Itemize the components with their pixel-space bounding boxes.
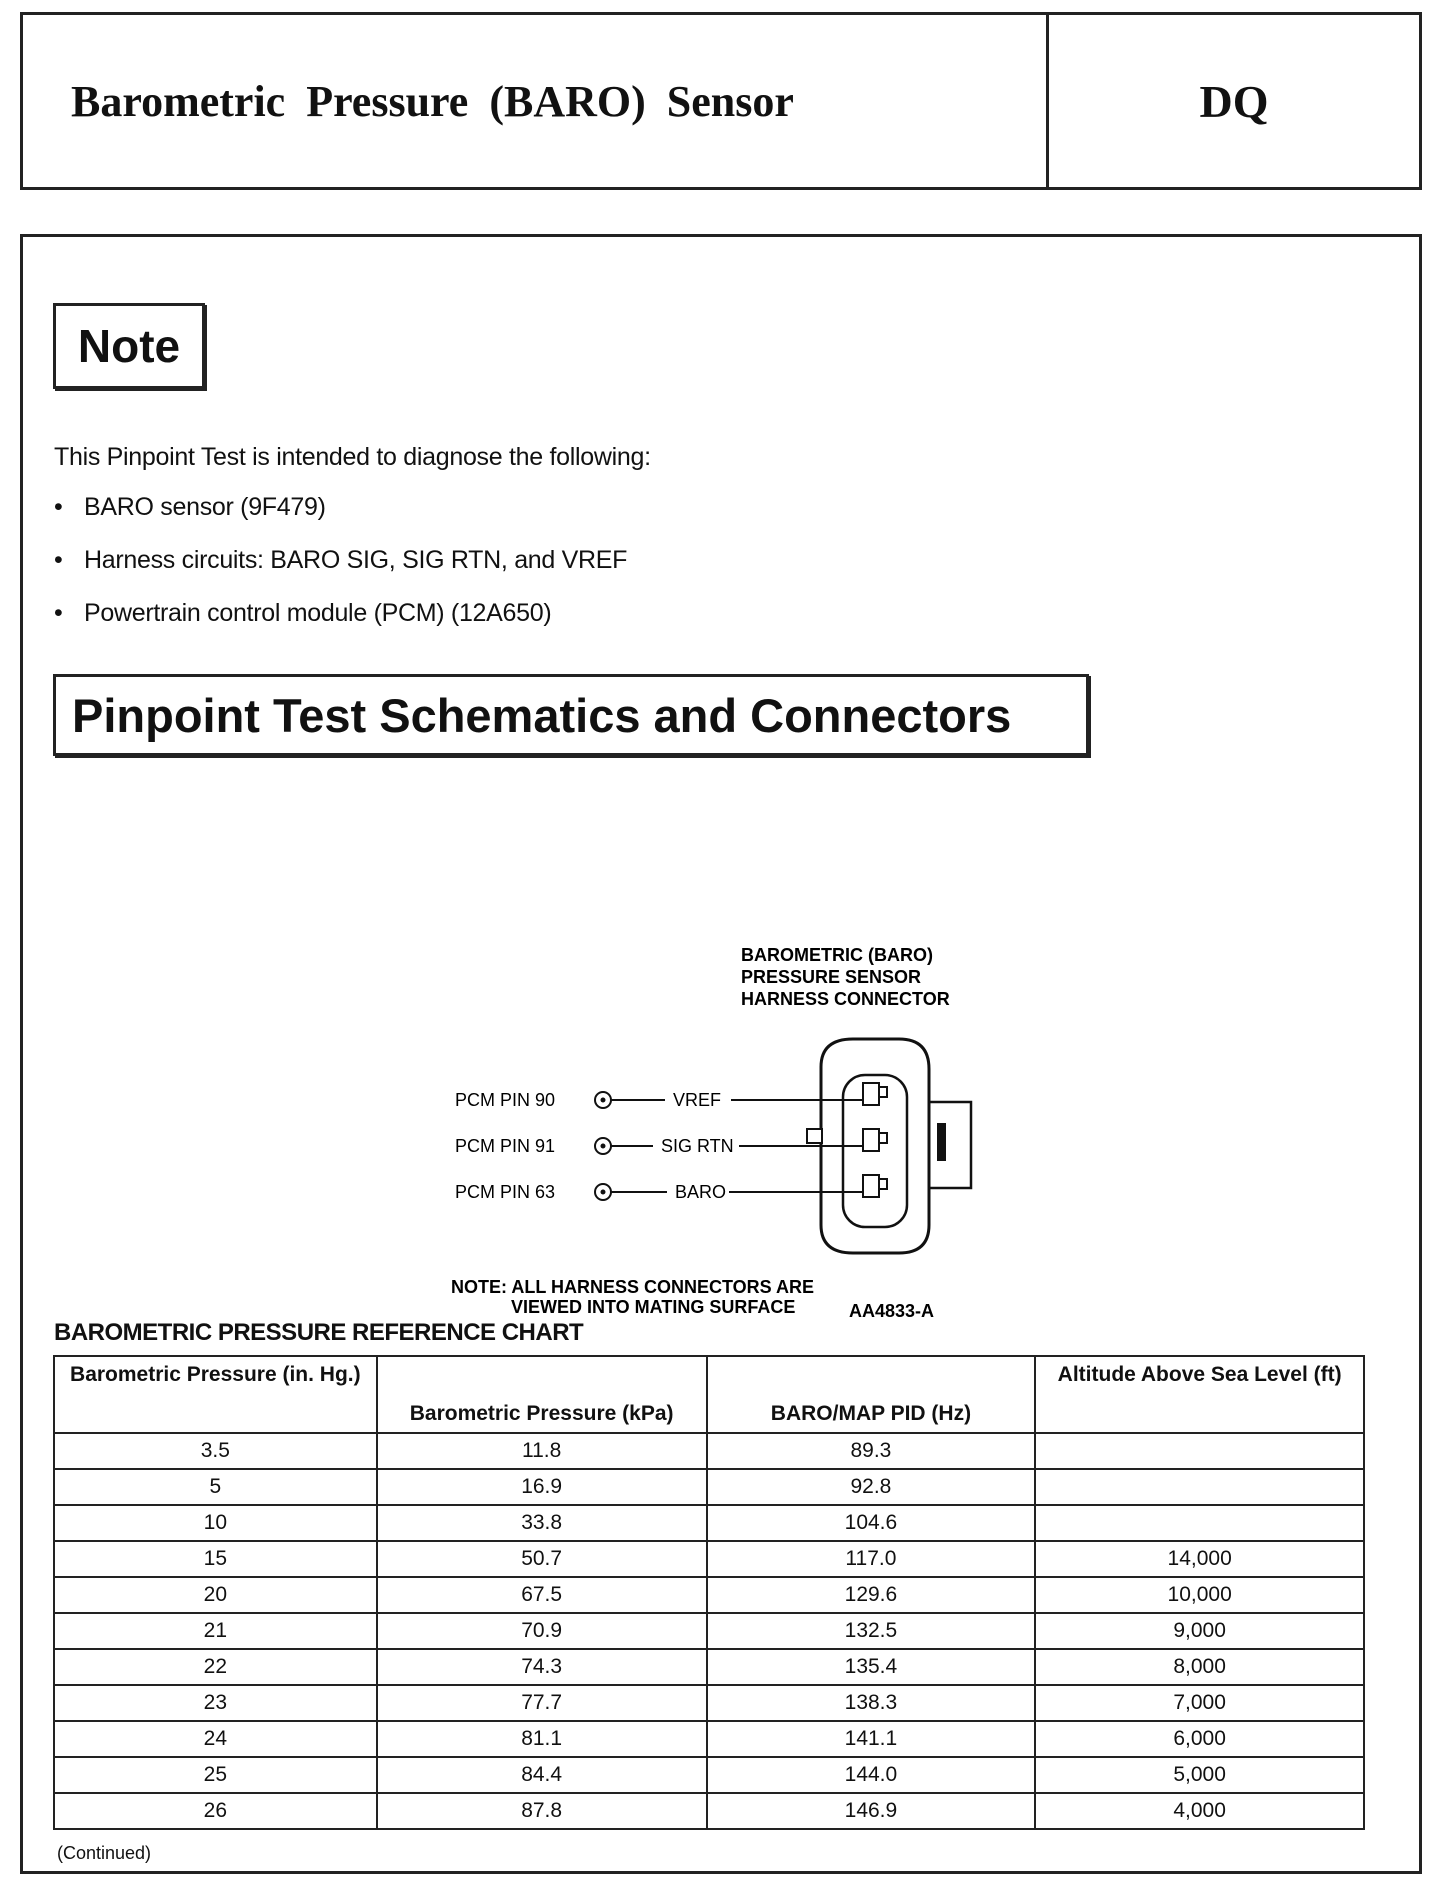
table-cell: 20 bbox=[54, 1577, 377, 1613]
section-heading: Pinpoint Test Schematics and Connectors bbox=[53, 674, 1089, 756]
table-cell: 135.4 bbox=[707, 1649, 1036, 1685]
table-cell: 21 bbox=[54, 1613, 377, 1649]
table-row bbox=[54, 1649, 1364, 1685]
section-code: DQ bbox=[1199, 75, 1269, 127]
table-cell: 26 bbox=[54, 1793, 377, 1829]
table-cell: 7,000 bbox=[1035, 1685, 1364, 1721]
pin-terminal-tip bbox=[879, 1179, 887, 1189]
circuit-label: SIG RTN bbox=[661, 1136, 734, 1156]
table-cell: 67.5 bbox=[377, 1577, 707, 1613]
pcm-pin-label: PCM PIN 63 bbox=[455, 1182, 556, 1202]
table-row bbox=[54, 1613, 1364, 1649]
table-cell: 144.0 bbox=[707, 1757, 1036, 1793]
table-cell: 15 bbox=[54, 1541, 377, 1577]
table-cell: 8,000 bbox=[1035, 1649, 1364, 1685]
note-heading: Note bbox=[53, 303, 205, 389]
table-row bbox=[54, 1433, 1364, 1469]
list-item: • Powertrain control module (PCM) (12A650) bbox=[54, 599, 552, 627]
note-intro: This Pinpoint Test is intended to diagnose the following: bbox=[54, 443, 651, 471]
table-cell: 10,000 bbox=[1035, 1577, 1364, 1613]
table-cell: 117.0 bbox=[707, 1541, 1036, 1577]
bullet-icon: • bbox=[54, 546, 63, 574]
table-row bbox=[54, 1469, 1364, 1505]
table-cell: 24 bbox=[54, 1721, 377, 1757]
table-cell: 9,000 bbox=[1035, 1613, 1364, 1649]
content-frame bbox=[20, 234, 1422, 1874]
pcm-pin-label: PCM PIN 91 bbox=[455, 1136, 556, 1156]
table-cell: 4,000 bbox=[1035, 1793, 1364, 1829]
table-row bbox=[54, 1541, 1364, 1577]
table-cell bbox=[1035, 1505, 1364, 1541]
table-cell: 22 bbox=[54, 1649, 377, 1685]
chart-title: BAROMETRIC PRESSURE REFERENCE CHART bbox=[54, 1319, 584, 1346]
pin-terminal-tip bbox=[879, 1133, 887, 1143]
connector-title-line: BAROMETRIC (BARO) bbox=[741, 945, 933, 965]
column-header: BARO/MAP PID (Hz) bbox=[707, 1356, 1036, 1433]
table-cell: 23 bbox=[54, 1685, 377, 1721]
page-header bbox=[20, 12, 1422, 190]
connector-schematic bbox=[423, 837, 1073, 1317]
table-cell: 104.6 bbox=[707, 1505, 1036, 1541]
table-cell: 5 bbox=[54, 1469, 377, 1505]
connector-title-line: HARNESS CONNECTOR bbox=[741, 989, 950, 1009]
diagram-note-line: NOTE: ALL HARNESS CONNECTORS ARE bbox=[451, 1277, 815, 1297]
column-header: Barometric Pressure (kPa) bbox=[377, 1356, 707, 1433]
circuit-label: BARO bbox=[675, 1182, 727, 1202]
table-cell: 10 bbox=[54, 1505, 377, 1541]
table-cell: 50.7 bbox=[377, 1541, 707, 1577]
connector-lock-tab bbox=[929, 1102, 971, 1188]
pin-terminal bbox=[863, 1083, 879, 1105]
connector-title-line: PRESSURE SENSOR bbox=[741, 967, 922, 987]
pin-node-dot bbox=[601, 1190, 606, 1195]
pcm-pin-label: PCM PIN 90 bbox=[455, 1090, 556, 1110]
continued-label: (Continued) bbox=[57, 1843, 152, 1863]
table-cell: 146.9 bbox=[707, 1793, 1036, 1829]
table-cell: 3.5 bbox=[54, 1433, 377, 1469]
table-cell: 16.9 bbox=[377, 1469, 707, 1505]
connector-left-tab bbox=[807, 1129, 822, 1143]
table-body bbox=[54, 1433, 1364, 1829]
table-cell: 89.3 bbox=[707, 1433, 1036, 1469]
table-cell: 141.1 bbox=[707, 1721, 1036, 1757]
list-item: • Harness circuits: BARO SIG, SIG RTN, and VREF bbox=[54, 546, 628, 574]
figure-id: AA4833-A bbox=[849, 1301, 935, 1317]
table-cell: 81.1 bbox=[377, 1721, 707, 1757]
table-row bbox=[54, 1505, 1364, 1541]
bullet-icon: • bbox=[54, 599, 63, 627]
table-row bbox=[54, 1757, 1364, 1793]
table-cell: 138.3 bbox=[707, 1685, 1036, 1721]
table-row bbox=[54, 1793, 1364, 1829]
table-cell: 92.8 bbox=[707, 1469, 1036, 1505]
diagram-note-line: VIEWED INTO MATING SURFACE bbox=[511, 1297, 796, 1317]
pin-terminal bbox=[863, 1175, 879, 1197]
table-cell bbox=[1035, 1433, 1364, 1469]
table-cell: 25 bbox=[54, 1757, 377, 1793]
table-cell: 74.3 bbox=[377, 1649, 707, 1685]
list-item: • BARO sensor (9F479) bbox=[54, 493, 326, 521]
pin-node-dot bbox=[601, 1144, 606, 1149]
table-cell: 33.8 bbox=[377, 1505, 707, 1541]
connector-lock-bar bbox=[937, 1123, 946, 1161]
table-cell: 132.5 bbox=[707, 1613, 1036, 1649]
table-cell: 129.6 bbox=[707, 1577, 1036, 1613]
circuit-label: VREF bbox=[673, 1090, 722, 1110]
column-header: Altitude Above Sea Level (ft) bbox=[1035, 1356, 1364, 1433]
table-cell: 6,000 bbox=[1035, 1721, 1364, 1757]
table-cell: 14,000 bbox=[1035, 1541, 1364, 1577]
pin-terminal-tip bbox=[879, 1087, 887, 1097]
table-cell bbox=[1035, 1469, 1364, 1505]
table-header-row bbox=[54, 1356, 1364, 1433]
pin-terminal bbox=[863, 1129, 879, 1151]
table-row bbox=[54, 1685, 1364, 1721]
diagnose-list bbox=[54, 492, 627, 651]
column-header: Barometric Pressure (in. Hg.) bbox=[54, 1356, 377, 1433]
table-cell: 5,000 bbox=[1035, 1757, 1364, 1793]
table-cell: 70.9 bbox=[377, 1613, 707, 1649]
table-row bbox=[54, 1577, 1364, 1613]
table-cell: 84.4 bbox=[377, 1757, 707, 1793]
page-title: Barometric Pressure (BARO) Sensor bbox=[23, 15, 1049, 187]
reference-table bbox=[53, 1355, 1365, 1830]
table-row bbox=[54, 1721, 1364, 1757]
pin-node-dot bbox=[601, 1098, 606, 1103]
table-cell: 11.8 bbox=[377, 1433, 707, 1469]
table-cell: 77.7 bbox=[377, 1685, 707, 1721]
bullet-icon: • bbox=[54, 493, 63, 521]
table-cell: 87.8 bbox=[377, 1793, 707, 1829]
